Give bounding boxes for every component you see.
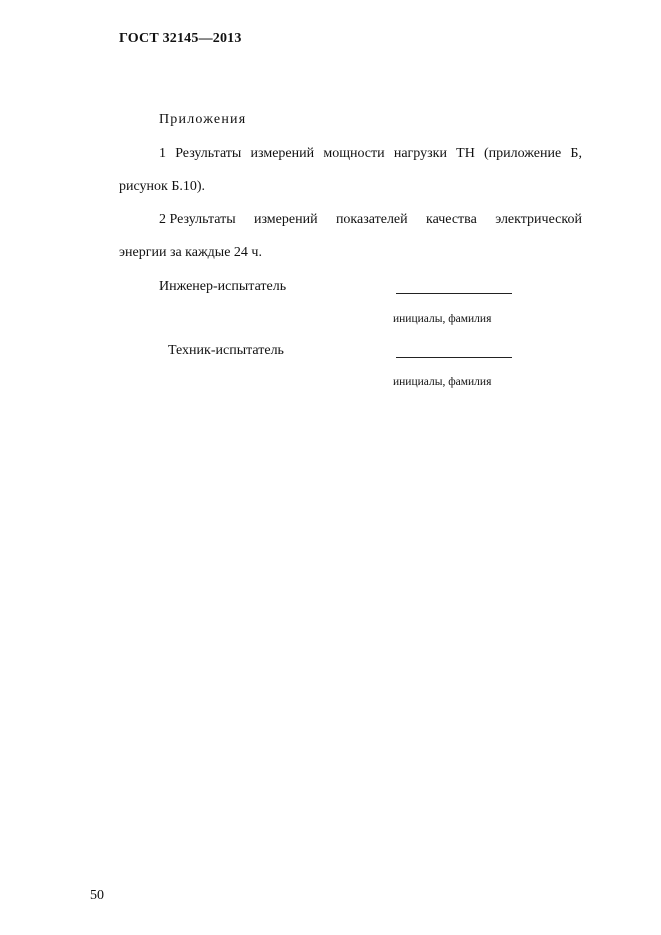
- document-header: ГОСТ 32145—2013: [119, 31, 242, 46]
- appendices-heading: Приложения: [159, 112, 247, 127]
- engineer-signature-line: [396, 293, 512, 294]
- word: 2 Результаты: [159, 212, 236, 227]
- technician-signature-line: [396, 357, 512, 358]
- appendix-item-1-line-2: рисунок Б.10).: [119, 179, 206, 194]
- word: измерений: [250, 146, 315, 161]
- word: Б,: [570, 146, 582, 161]
- word: измерений: [253, 212, 318, 227]
- appendix-item-1-line-1: [159, 146, 582, 162]
- word: электрической: [495, 212, 582, 227]
- technician-role-label: Техник-испытатель: [168, 343, 284, 358]
- appendix-item-2-line-2: энергии за каждые 24 ч.: [119, 245, 262, 260]
- word: Результаты: [175, 146, 242, 161]
- word: 1: [159, 146, 166, 161]
- appendix-item-2-line-1: [159, 212, 582, 228]
- word: мощности: [323, 146, 385, 161]
- word: показателей: [335, 212, 408, 227]
- page-number: 50: [90, 888, 104, 903]
- technician-signature-caption: инициалы, фамилия: [393, 376, 492, 388]
- word: нагрузки: [393, 146, 447, 161]
- engineer-signature-caption: инициалы, фамилия: [393, 313, 492, 325]
- word: (приложение: [484, 146, 562, 161]
- word: ТН: [456, 146, 475, 161]
- engineer-role-label: Инженер-испытатель: [159, 279, 287, 294]
- word: качества: [426, 212, 477, 227]
